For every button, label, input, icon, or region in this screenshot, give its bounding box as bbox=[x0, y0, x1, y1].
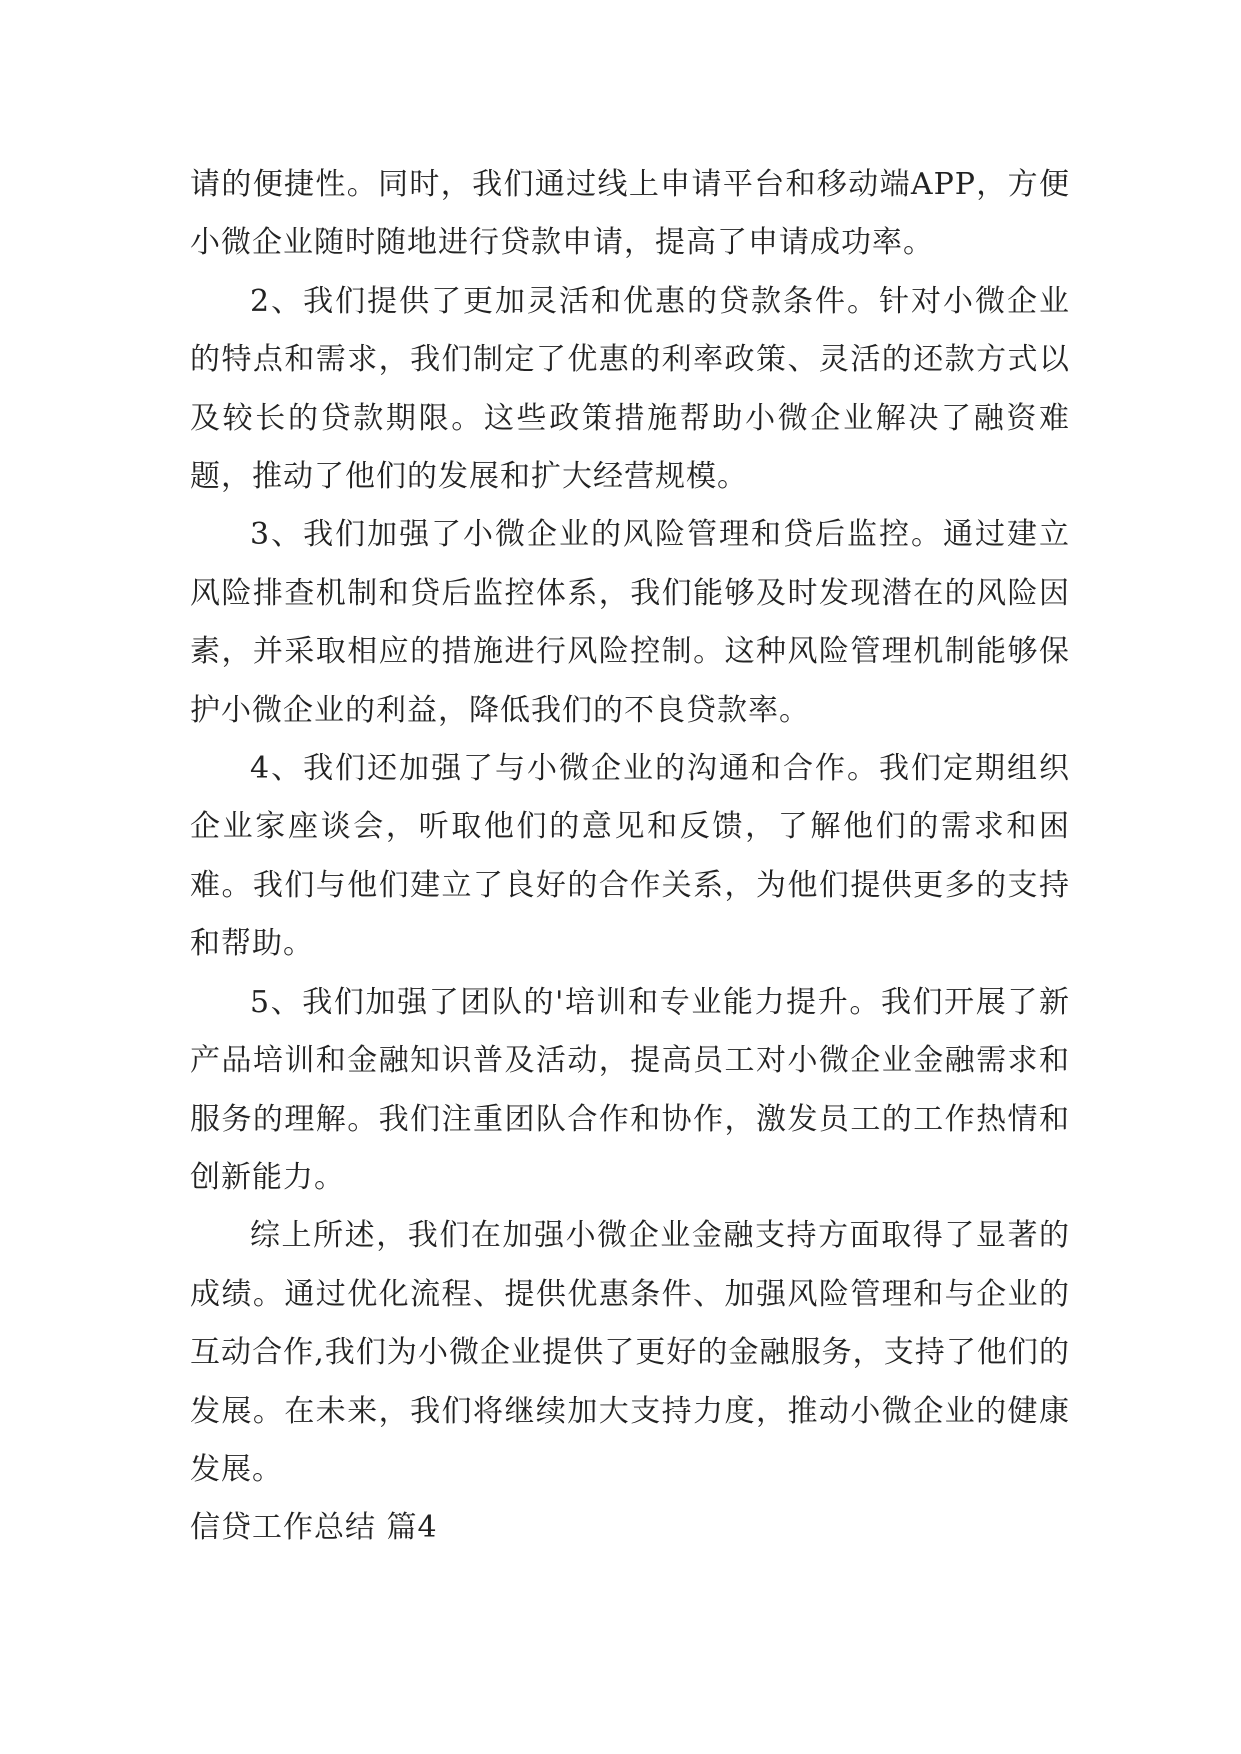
paragraph-item-4: 4、我们还加强了与小微企业的沟通和合作。我们定期组织企业家座谈会，听取他们的意见和反馈，了解他们的需求和困难。我们与他们建立了良好的合作关系，为他们提供更多的支持和帮助。 bbox=[190, 751, 1070, 962]
section-heading: 信贷工作总结 篇4 bbox=[190, 1510, 438, 1546]
paragraph-item-3: 3、我们加强了小微企业的风险管理和贷后监控。通过建立风险排查机制和贷后监控体系，我们能够及时发现潜在的风险因素，并采取相应的措施进行风险控制。这种风险管理机制能够保护小微企业的利益，降低我们的不良贷款率。 bbox=[190, 517, 1070, 728]
paragraph-item-2: 2、我们提供了更加灵活和优惠的贷款条件。针对小微企业的特点和需求，我们制定了优惠的利率政策、灵活的还款方式以及较长的贷款期限。这些政策措施帮助小微企业解决了融资难题，推动了他们的发展和扩大经营规模。 bbox=[190, 283, 1070, 495]
paragraph-continuation: 请的便捷性。同时，我们通过线上申请平台和移动端APP，方便小微企业随时随地进行贷款申请，提高了申请成功率。 bbox=[190, 167, 1070, 261]
paragraph-summary: 综上所述，我们在加强小微企业金融支持方面取得了显著的成绩。通过优化流程、提供优惠条件、加强风险管理和与企业的互动合作,我们为小微企业提供了更好的金融服务，支持了他们的发展。在未来，我们将继续加大支持力度，推动小微企业的健康发展。 bbox=[190, 1218, 1070, 1487]
document-body bbox=[190, 156, 1070, 1558]
paragraph-item-5: 5、我们加强了团队的'培训和专业能力提升。我们开展了新产品培训和金融知识普及活动，提高员工对小微企业金融需求和服务的理解。我们注重团队合作和协作，激发员工的工作热情和创新能力。 bbox=[190, 984, 1070, 1195]
